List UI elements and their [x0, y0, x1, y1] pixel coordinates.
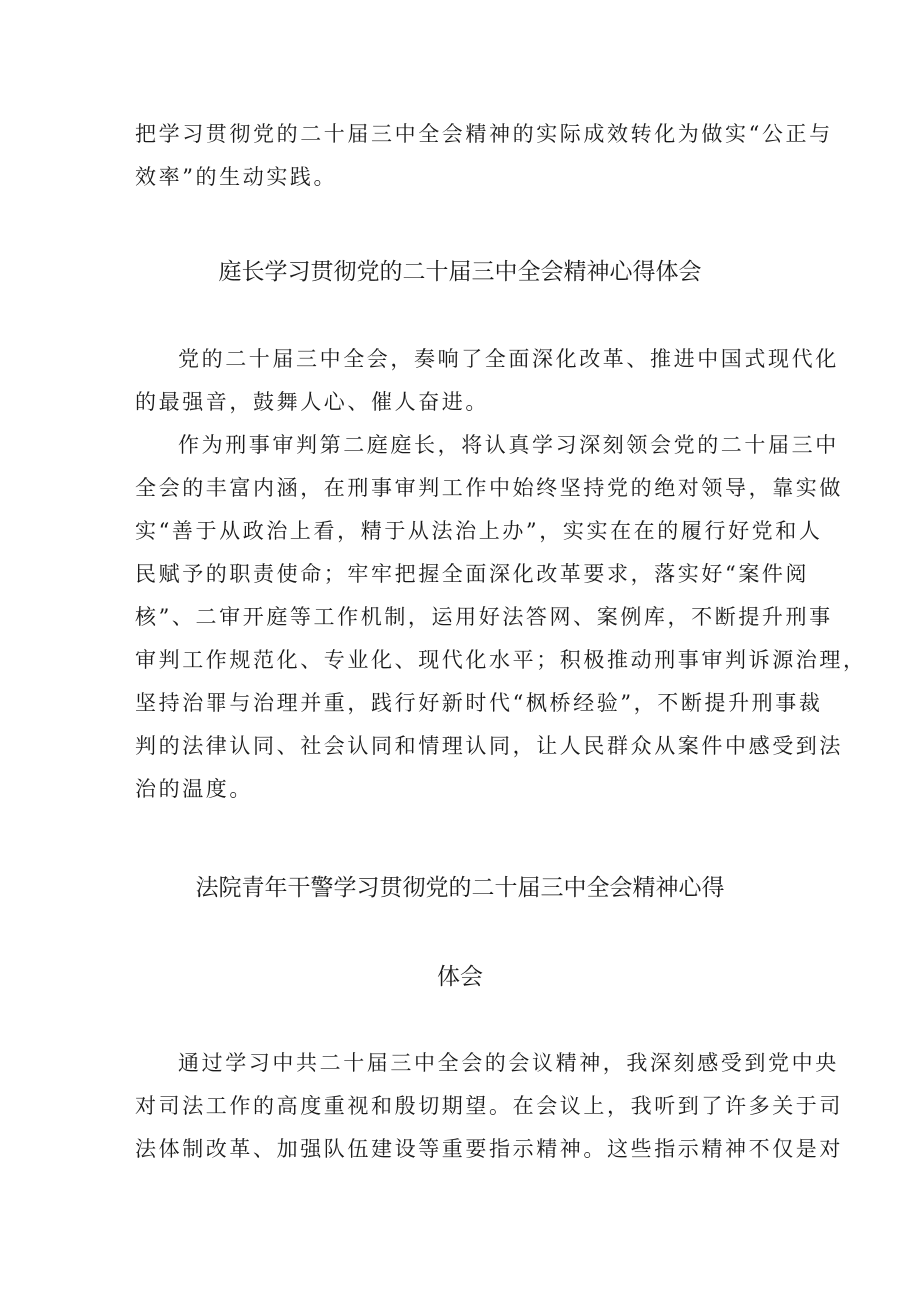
intro-paragraph-line: 效率”的生动实践。 [135, 165, 338, 189]
section-1-paragraph-2-line: 实“善于从政治上看，精于从法治上办”，实实在在的履行好党和人 [135, 519, 823, 543]
section-1-paragraph-2-line: 坚持治罪与治理并重，践行好新时代“枫桥经验”，不断提升刑事裁 [135, 691, 823, 715]
section-1-paragraph-2-line: 判的法律认同、社会认同和情理认同，让人民群众从案件中感受到法 [135, 734, 843, 758]
section-1-paragraph-2-line: 治的温度。 [135, 777, 253, 801]
section-1-paragraph-2-line: 全会的丰富内涵，在刑事审判工作中始终坚持党的绝对领导，靠实做 [135, 476, 843, 500]
intro-paragraph-line: 把学习贯彻党的二十届三中全会精神的实际成效转化为做实“公正与 [135, 122, 833, 146]
section-1-heading: 庭长学习贯彻党的二十届三中全会精神心得体会 [218, 259, 702, 285]
section-2-paragraph-1-line: 法体制改革、加强队伍建设等重要指示精神。这些指示精神不仅是对 [135, 1137, 843, 1161]
section-1-paragraph-2-line: 核”、二审开庭等工作机制，运用好法答网、案例库，不断提升刑事 [135, 605, 833, 629]
section-1-paragraph-1-line: 的最强音，鼓舞人心、催人奋进。 [135, 390, 489, 414]
section-2-heading-line-2: 体会 [437, 964, 483, 990]
section-1-paragraph-2-line: 作为刑事审判第二庭庭长，将认真学习深刻领会党的二十届三中 [178, 433, 839, 457]
section-1-paragraph-2-line: 审判工作规范化、专业化、现代化水平；积极推动刑事审判诉源治理， [135, 648, 867, 672]
section-1-paragraph-2-line: 民赋予的职责使命；牢牢把握全面深化改革要求，落实好“案件阅 [135, 562, 810, 586]
section-1-paragraph-1-line: 党的二十届三中全会，奏响了全面深化改革、推进中国式现代化 [178, 347, 839, 371]
section-2-paragraph-1-line: 对司法工作的高度重视和殷切期望。在会议上，我听到了许多关于司 [135, 1094, 843, 1118]
section-2-heading-line-1: 法院青年干警学习贯彻党的二十届三中全会精神心得 [195, 875, 725, 901]
section-2-paragraph-1-line: 通过学习中共二十届三中全会的会议精神，我深刻感受到党中央 [178, 1051, 839, 1075]
